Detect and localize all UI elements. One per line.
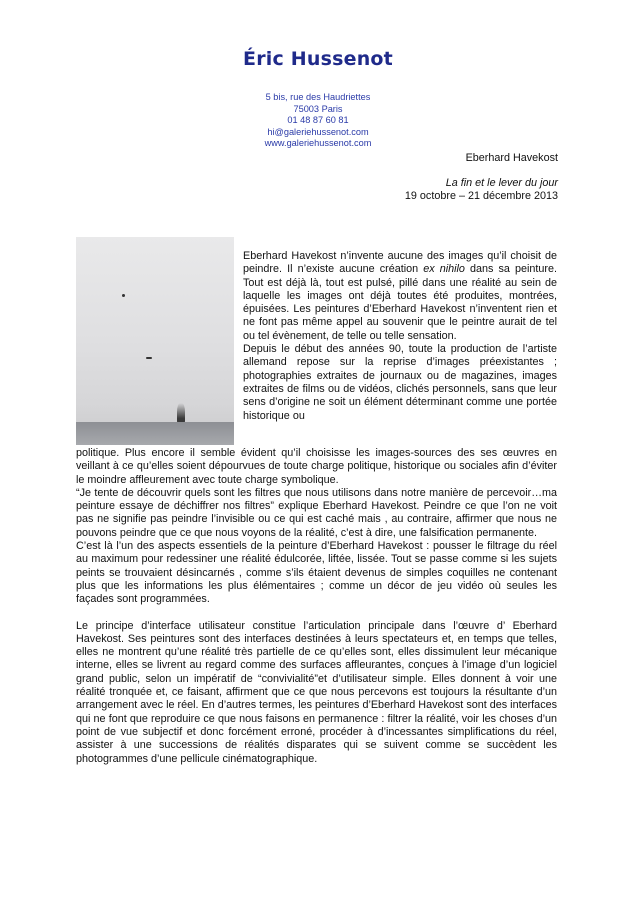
body-text bbox=[76, 447, 557, 766]
intro-text bbox=[243, 250, 557, 423]
gallery-contact bbox=[0, 92, 636, 150]
email-link[interactable]: hi@galeriehussenot.com bbox=[267, 126, 369, 137]
gallery-name: Éric Hussenot bbox=[243, 48, 393, 70]
address-city: 75003 Paris bbox=[293, 103, 343, 114]
paragraph-intro: Eberhard Havekost n’invente aucune des images qu’il choisit de peindre. Il n’existe aucune création ex nihilo dans sa peinture. Tout est déjà là, tout est pulsé, pillé dans une réalité au sein de laquelle les images ont déjà toutes été produites, montrées, épuisées. Les peintures d’Eberhard Havekost n’inventent rien et ne font pas même appel au souvenir que le peintre aurait de tel ou tel évènement, de telle ou telle sensation. bbox=[243, 250, 557, 342]
paragraph-1-continued: politique. Plus encore il semble évident qu’il choisisse les images-sources des ses œuvres en veillant à ce qu’elles soient dépourvues de toute charge politique, historique ou sociales afin d’éviter le moindre affleurement avec toute charge symbolique. bbox=[76, 447, 557, 486]
artwork-image bbox=[76, 237, 234, 445]
paragraph-gap bbox=[76, 607, 557, 620]
letterhead bbox=[0, 48, 636, 150]
bird-mark bbox=[122, 294, 125, 297]
emphasis-ex-nihilo: ex nihilo bbox=[423, 263, 465, 276]
paragraph-3: C’est là l’un des aspects essentiels de la peinture d’Eberhard Havekost : pousser le filtrage du réel au maximum pour redessiner une réalité édulcorée, liftée, lissée. Tout se passe comme si les sujets peints se trouvaient désincarnés , comme s’ils étaient devenus de simples coquilles ne contenant plus que les informations les plus élémentaires ; comme un décor de jeu vidéo où seules les façades sont programmées. bbox=[76, 540, 557, 606]
phone-number: 01 48 87 60 81 bbox=[287, 115, 349, 126]
exhibition-title: La fin et le lever du jour bbox=[445, 177, 558, 189]
exhibition-dates: 19 octobre – 21 décembre 2013 bbox=[404, 190, 558, 202]
sea-horizon bbox=[76, 422, 234, 445]
website-link[interactable]: www.galeriehussenot.com bbox=[264, 138, 372, 149]
paragraph-intro-2: Depuis le début des années 90, toute la production de l’artiste allemand repose sur la reprise d’images préexistantes ; photographies extraites de journaux ou de magazines, images extraites de films ou de vidéos, clichés personnels, sans que leur sens d’origine ne soit un élément déterminant comme une portée historique ou bbox=[243, 343, 557, 422]
exhibition-info bbox=[405, 152, 558, 203]
distant-mark bbox=[146, 357, 152, 359]
paragraph-4: Le principe d’interface utilisateur constitue l’articulation principale dans l’œuvre d’ Eberhard Havekost. Ses peintures sont des interfaces destinées à leurs spectateurs et, en temps que telles, elles ne montrent qu’une réalité très partielle de ce qu’elles sont, elles dissimulent leur mécanique interne, elles se livrent au regard comme des surfaces affleurantes, conçues à l’image d’un logiciel grand public, selon un impératif de “convivialité”et d’utilisateur simple. Elles donnent à voir une réalité tronquée et, ce faisant, affirment que ce que nous percevons est toujours la résultante d’un arrangement avec le réel. En d’autres termes, les peintures d’Eberhard Havekost sont des interfaces qui ne font que reproduire ce que nous faisons en permanence : filtrer la réalité, voir les choses d’un point de vue subjectif et donc forcément erroné, procéder à d’incessantes simplifications du réel, assister à une successions de réalités disparates qui se suivent comme se succèdent les photogrammes d’une pellicule cinématographique. bbox=[76, 619, 557, 765]
paragraph-2: “Je tente de découvrir quels sont les filtres que nous utilisons dans notre manière de percevoir…ma peinture essaye de déchiffrer nos filtres” explique Eberhard Havekost. Peindre ce que l’on ne voit pas ne signifie pas peindre l’invisible ou ce qui est caché mais , au contraire, affirmer que nous ne pouvons peindre que ce que nous voyons de la réalité, c’est à dire, une falsification permanente. bbox=[76, 486, 557, 539]
address-street: 5 bis, rue des Haudriettes bbox=[265, 92, 371, 102]
artist-name: Eberhard Havekost bbox=[465, 152, 558, 164]
